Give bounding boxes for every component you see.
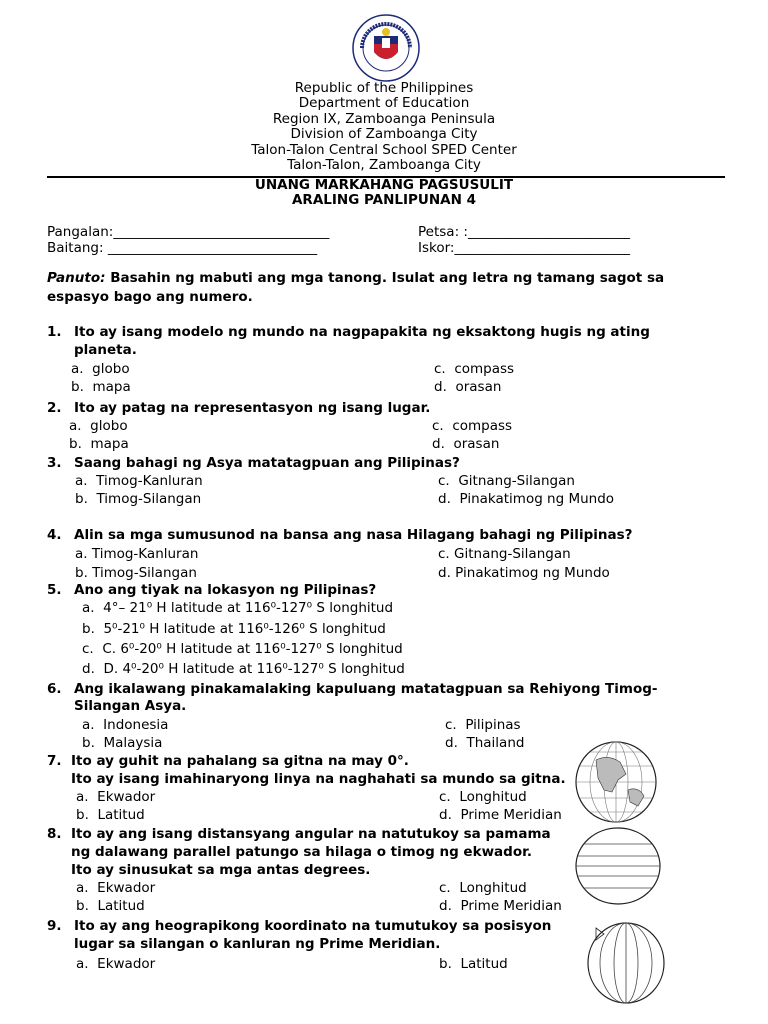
subject-title: ARALING PANLIPUNAN 4 [291, 192, 477, 208]
q8-option-b[interactable]: b. Latitud [76, 898, 145, 914]
question-9-text-2: lugar sa silangan o kanluran ng Prime Meridian. [74, 936, 441, 952]
q8-option-d[interactable]: d. Prime Meridian [439, 898, 562, 914]
header-line-6: Talon-Talon, Zamboanga City [287, 157, 481, 173]
question-5-number: 5. [47, 582, 62, 598]
question-8-text-2: ng dalawang parallel patungo sa hilaga o timog ng ekwador. [71, 844, 532, 860]
q6-option-a[interactable]: a. Indonesia [82, 717, 169, 733]
question-7-text-2: Ito ay isang imahinaryong linya na naghahati sa mundo sa gitna. [71, 771, 566, 787]
question-3-text: Saang bahagi ng Asya matatagpuan ang Pilipinas? [74, 455, 460, 471]
instructions-line-1 [47, 270, 664, 286]
q3-option-c[interactable]: c. Gitnang-Silangan [438, 473, 575, 489]
q1-option-b[interactable]: b. mapa [71, 379, 131, 395]
q1-option-a[interactable]: a. globo [71, 361, 130, 377]
baitang-field[interactable]: Baitang: _______________________________ [47, 240, 318, 256]
q9-option-a[interactable]: a. Ekwador [76, 956, 156, 972]
q5-option-a[interactable]: a. 4°– 21⁰ H latitude at 116⁰-127⁰ S longhitud [82, 600, 394, 616]
q7-option-d[interactable]: d. Prime Meridian [439, 807, 562, 823]
question-1-text: Ito ay isang modelo ng mundo na nagpapakita ng eksaktong hugis ng ating [74, 324, 650, 340]
q6-option-c[interactable]: c. Pilipinas [445, 717, 521, 733]
globe-world-map-image [568, 740, 664, 828]
question-6-text-2: Silangan Asya. [74, 698, 187, 714]
header-line-4: Division of Zamboanga City [290, 126, 478, 142]
question-1-number: 1. [47, 324, 62, 340]
q5-option-d[interactable]: d. D. 4⁰-20⁰ H latitude at 116⁰-127⁰ S longhitud [82, 661, 405, 677]
question-7-text: Ito ay guhit na pahalang sa gitna na may 0°. [71, 753, 409, 769]
instructions-label: Panuto: [47, 270, 106, 286]
q4-option-d[interactable]: d. Pinakatimog ng Mundo [438, 565, 610, 581]
q1-option-d[interactable]: d. orasan [434, 379, 502, 395]
question-4-text: Alin sa mga sumusunod na bansa ang nasa Hilagang bahagi ng Pilipinas? [74, 527, 633, 543]
question-8-text-3: Ito ay sinusukat sa mga antas degrees. [71, 862, 371, 878]
header-line-5: Talon-Talon Central School SPED Center [251, 142, 517, 158]
question-2-number: 2. [47, 400, 62, 416]
exam-title: UNANG MARKAHANG PAGSUSULIT [254, 177, 514, 193]
question-9-number: 9. [47, 918, 62, 934]
question-9-text: Ito ay ang heograpikong koordinato na tumutukoy sa posisyon [74, 918, 552, 934]
q4-option-c[interactable]: c. Gitnang-Silangan [438, 546, 571, 562]
question-5-text: Ano ang tiyak na lokasyon ng Pilipinas? [74, 582, 377, 598]
q5-option-b[interactable]: b. 5⁰-21⁰ H latitude at 116⁰-126⁰ S longhitud [82, 621, 386, 637]
q7-option-b[interactable]: b. Latitud [76, 807, 145, 823]
q1-option-c[interactable]: c. compass [434, 361, 515, 377]
q2-option-d[interactable]: d. orasan [432, 436, 500, 452]
iskor-field[interactable]: Iskor:__________________________ [418, 240, 630, 256]
question-4-number: 4. [47, 527, 62, 543]
header-line-2: Department of Education [298, 95, 470, 111]
q9-option-b[interactable]: b. Latitud [439, 956, 508, 972]
q7-option-c[interactable]: c. Longhitud [439, 789, 527, 805]
question-7-number: 7. [47, 753, 62, 769]
question-1-text-2: planeta. [74, 342, 137, 358]
instructions-line-2: espasyo bago ang numero. [47, 289, 253, 305]
q3-option-d[interactable]: d. Pinakatimog ng Mundo [438, 491, 615, 507]
q2-option-a[interactable]: a. globo [69, 418, 128, 434]
question-8-text: Ito ay ang isang distansyang angular na natutukoy sa pamama [71, 826, 551, 842]
question-6-text: Ang ikalawang pinakamalaking kapuluang matatagpuan sa Rehiyong Timog- [74, 681, 658, 697]
q6-option-b[interactable]: b. Malaysia [82, 735, 163, 751]
q8-option-c[interactable]: c. Longhitud [439, 880, 527, 896]
q3-option-b[interactable]: b. Timog-Silangan [75, 491, 202, 507]
header-line-3: Region IX, Zamboanga Peninsula [272, 111, 496, 127]
q2-option-b[interactable]: b. mapa [69, 436, 129, 452]
question-2-text: Ito ay patag na representasyon ng isang lugar. [74, 400, 431, 416]
q7-option-a[interactable]: a. Ekwador [76, 789, 156, 805]
q4-option-a[interactable]: a. Timog-Kanluran [75, 546, 199, 562]
q6-option-d[interactable]: d. Thailand [445, 735, 525, 751]
q3-option-a[interactable]: a. Timog-Kanluran [75, 473, 203, 489]
question-8-number: 8. [47, 826, 62, 842]
longitude-globe-image [574, 920, 678, 1008]
question-3-number: 3. [47, 455, 62, 471]
q5-option-c[interactable]: c. C. 6⁰-20⁰ H latitude at 116⁰-127⁰ S longhitud [82, 641, 403, 657]
question-6-number: 6. [47, 681, 62, 697]
latitude-globe-image [572, 826, 664, 910]
q8-option-a[interactable]: a. Ekwador [76, 880, 156, 896]
q4-option-b[interactable]: b. Timog-Silangan [75, 565, 197, 581]
header-line-1: Republic of the Philippines [294, 80, 474, 96]
deped-seal [352, 14, 420, 82]
pangalan-field[interactable]: Pangalan:________________________________ [47, 224, 330, 240]
q2-option-c[interactable]: c. compass [432, 418, 513, 434]
petsa-field[interactable]: Petsa: :________________________ [418, 224, 630, 240]
instructions-text-1: Basahin ng mabuti ang mga tanong. Isulat ang letra ng tamang sagot sa [105, 270, 665, 286]
